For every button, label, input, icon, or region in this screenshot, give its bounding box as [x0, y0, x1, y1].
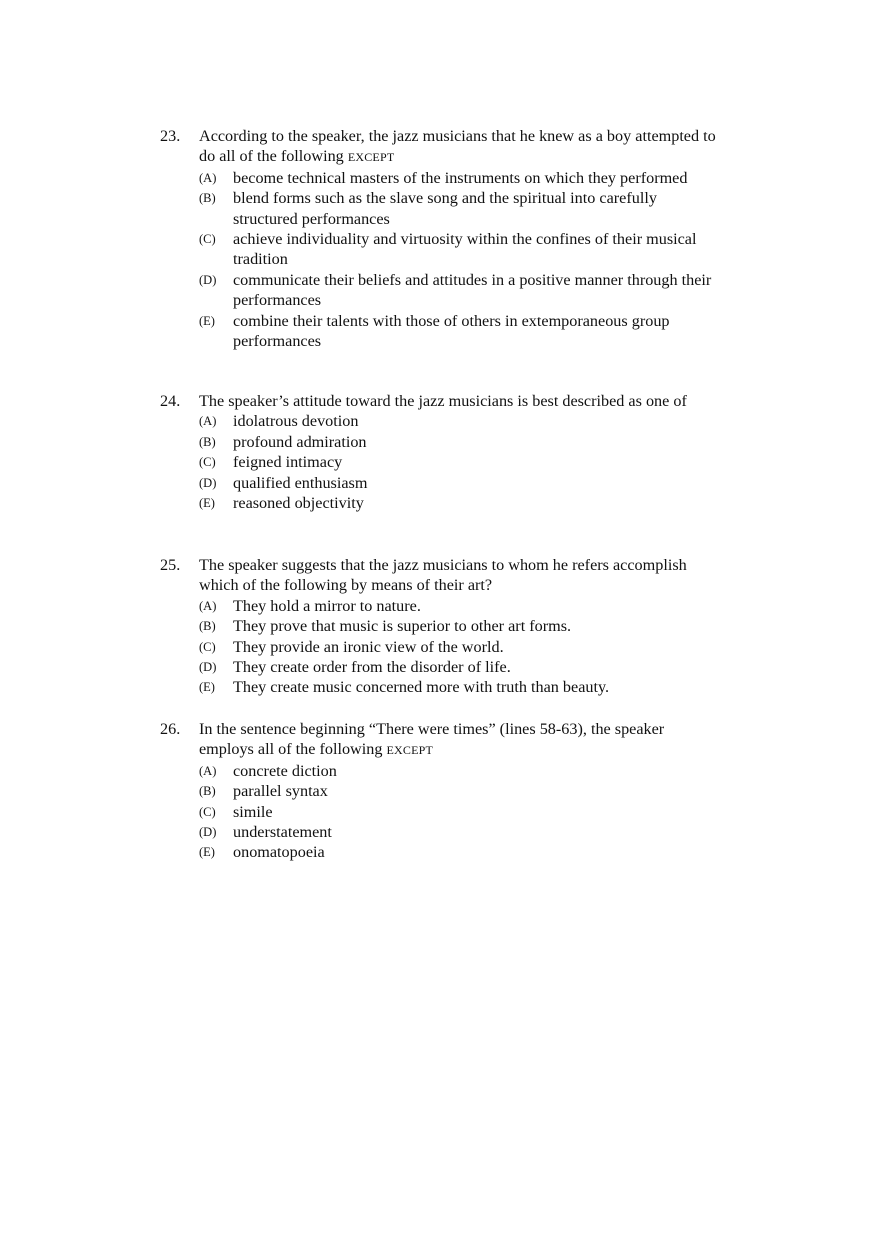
answer-choice-a[interactable]: [199, 761, 720, 781]
choice-text: They hold a mirror to nature.: [233, 596, 421, 615]
choice-text: combine their talents with those of others in extemporaneous group performances: [233, 311, 670, 351]
choice-letter: (C): [199, 232, 216, 247]
answer-choice-c[interactable]: [199, 637, 720, 657]
choice-letter: (D): [199, 825, 217, 840]
choice-letter: (A): [199, 170, 217, 185]
choice-text: blend forms such as the slave song and the spiritual into carefully structured performances: [233, 189, 657, 228]
question-stem-text: According to the speaker, the jazz musicians that he knew as a boy attempted to do all of the following: [199, 127, 716, 166]
answer-choice-c[interactable]: [199, 802, 720, 822]
choice-letter: (C): [199, 804, 216, 819]
answer-choice-d[interactable]: [199, 657, 720, 677]
answer-choice-e[interactable]: [199, 842, 720, 862]
choice-text: They provide an ironic view of the world.: [233, 637, 504, 656]
answer-choice-c[interactable]: [199, 229, 720, 270]
choice-letter: (B): [199, 191, 216, 206]
question-number: 23.: [160, 127, 181, 145]
choice-text: They create music concerned more with truth than beauty.: [233, 678, 610, 697]
question-26: [160, 719, 720, 863]
question-stem-except: EXCEPT: [386, 743, 434, 758]
answer-choice-e[interactable]: [199, 493, 720, 513]
answer-choice-e[interactable]: [199, 677, 720, 697]
question-23: [160, 126, 720, 351]
choice-text: They create order from the disorder of life.: [233, 658, 511, 677]
choice-text: idolatrous devotion: [233, 412, 359, 431]
choice-letter: (A): [199, 763, 217, 778]
choice-text: feigned intimacy: [233, 453, 343, 472]
choice-text: reasoned objectivity: [233, 494, 364, 513]
answer-choice-e[interactable]: [199, 311, 720, 352]
answer-choice-b[interactable]: [199, 188, 720, 229]
question-stem: [199, 719, 720, 761]
choice-letter: (E): [199, 496, 215, 511]
answer-choice-a[interactable]: [199, 168, 720, 188]
choice-letter: (E): [199, 313, 215, 328]
choice-text: profound admiration: [233, 432, 367, 451]
answer-choice-b[interactable]: [199, 432, 720, 452]
choice-letter: (E): [199, 845, 215, 860]
question-list: [160, 126, 720, 862]
question-24: [160, 391, 720, 513]
choice-text: They prove that music is superior to other art forms.: [233, 617, 572, 636]
answer-choice-d[interactable]: [199, 270, 720, 311]
choice-letter: (B): [199, 619, 216, 634]
choice-text: onomatopoeia: [233, 843, 325, 862]
choice-text: simile: [233, 802, 273, 821]
choice-text: parallel syntax: [233, 782, 328, 801]
choice-letter: (A): [199, 598, 217, 613]
choice-text: achieve individuality and virtuosity within the confines of their musical tradition: [233, 230, 697, 269]
answer-choices: [199, 411, 720, 513]
choice-letter: (E): [199, 680, 215, 695]
question-number: 25.: [160, 556, 181, 574]
answer-choice-b[interactable]: [199, 616, 720, 636]
question-stem-except: EXCEPT: [347, 150, 395, 165]
choice-text: qualified enthusiasm: [233, 473, 368, 492]
question-stem-text: The speaker suggests that the jazz musicians to whom he refers accomplish which of the following by means of their art?: [199, 556, 687, 595]
choice-letter: (C): [199, 455, 216, 470]
answer-choices: [199, 596, 720, 698]
answer-choices: [199, 168, 720, 352]
choice-letter: (C): [199, 639, 216, 654]
question-number: 26.: [160, 720, 181, 738]
choice-letter: (D): [199, 660, 217, 675]
choice-text: understatement: [233, 823, 332, 842]
answer-choice-a[interactable]: [199, 596, 720, 616]
question-stem: [199, 555, 720, 596]
question-number: 24.: [160, 392, 181, 410]
answer-choice-c[interactable]: [199, 452, 720, 472]
answer-choice-d[interactable]: [199, 473, 720, 493]
question-25: [160, 555, 720, 698]
question-stem: [199, 126, 720, 168]
answer-choice-a[interactable]: [199, 411, 720, 431]
choice-letter: (D): [199, 475, 217, 490]
question-stem: [199, 391, 720, 411]
choice-text: become technical masters of the instruments on which they performed: [233, 168, 688, 187]
question-stem-text: In the sentence beginning “There were times” (lines 58-63), the speaker employs all of the following: [199, 720, 665, 759]
answer-choices: [199, 761, 720, 863]
choice-letter: (A): [199, 414, 217, 429]
choice-letter: (B): [199, 434, 216, 449]
choice-letter: (D): [199, 272, 217, 287]
answer-choice-d[interactable]: [199, 822, 720, 842]
question-stem-text: The speaker’s attitude toward the jazz musicians is best described as one of: [199, 392, 687, 410]
choice-text: communicate their beliefs and attitudes in a positive manner through their performances: [233, 270, 712, 310]
choice-text: concrete diction: [233, 761, 337, 780]
answer-choice-b[interactable]: [199, 781, 720, 801]
choice-letter: (B): [199, 784, 216, 799]
